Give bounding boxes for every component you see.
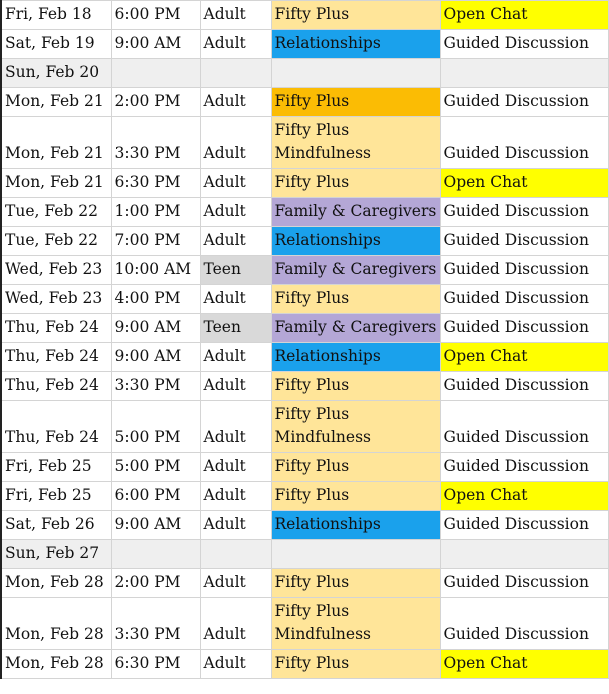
date-cell[interactable] bbox=[1, 540, 111, 569]
schedule-row bbox=[1, 59, 608, 88]
topic-cell-text: Fifty Plus bbox=[274, 573, 350, 591]
schedule-row bbox=[1, 198, 608, 227]
audience-cell-text: Adult bbox=[203, 625, 246, 643]
topic-cell[interactable] bbox=[271, 598, 440, 650]
time-cell-text: 3:30 PM bbox=[114, 376, 181, 394]
schedule-row bbox=[1, 169, 608, 198]
audience-cell[interactable] bbox=[200, 59, 271, 88]
schedule-row bbox=[1, 482, 608, 511]
format-cell-text: Open Chat bbox=[443, 654, 528, 672]
topic-cell[interactable] bbox=[271, 511, 440, 540]
schedule-row bbox=[1, 372, 608, 401]
topic-cell[interactable] bbox=[271, 314, 440, 343]
time-cell[interactable] bbox=[111, 169, 200, 198]
date-cell-text: Mon, Feb 28 bbox=[5, 625, 104, 643]
time-cell-text: 9:00 AM bbox=[114, 515, 182, 533]
time-cell-text: 9:00 AM bbox=[114, 347, 182, 365]
audience-cell-text: Adult bbox=[203, 376, 246, 394]
format-cell[interactable] bbox=[440, 569, 608, 598]
date-cell-text: Sun, Feb 27 bbox=[5, 544, 100, 562]
time-cell[interactable] bbox=[111, 227, 200, 256]
topic-cell[interactable] bbox=[271, 650, 440, 679]
date-cell-text: Wed, Feb 23 bbox=[5, 289, 103, 307]
format-cell-text: Open Chat bbox=[443, 5, 528, 23]
audience-cell[interactable] bbox=[200, 401, 271, 453]
audience-cell[interactable] bbox=[200, 227, 271, 256]
date-cell[interactable] bbox=[1, 285, 111, 314]
audience-cell[interactable] bbox=[200, 650, 271, 679]
time-cell-text: 6:00 PM bbox=[114, 486, 181, 504]
format-cell[interactable] bbox=[440, 482, 608, 511]
audience-cell-text: Adult bbox=[203, 144, 246, 162]
format-cell[interactable] bbox=[440, 598, 608, 650]
format-cell[interactable] bbox=[440, 343, 608, 372]
time-cell-text: 3:30 PM bbox=[114, 625, 181, 643]
date-cell-text: Sat, Feb 19 bbox=[5, 34, 95, 52]
audience-cell[interactable] bbox=[200, 540, 271, 569]
topic-cell[interactable] bbox=[271, 285, 440, 314]
date-cell[interactable] bbox=[1, 227, 111, 256]
format-cell-text: Guided Discussion bbox=[443, 202, 589, 220]
date-cell-text: Fri, Feb 25 bbox=[5, 457, 92, 475]
format-cell[interactable] bbox=[440, 453, 608, 482]
format-cell[interactable] bbox=[440, 30, 608, 59]
audience-cell[interactable] bbox=[200, 569, 271, 598]
schedule-row bbox=[1, 569, 608, 598]
format-cell[interactable] bbox=[440, 256, 608, 285]
date-cell-text: Mon, Feb 21 bbox=[5, 92, 104, 110]
format-cell[interactable] bbox=[440, 314, 608, 343]
topic-cell-text: Family & Caregivers bbox=[274, 318, 437, 336]
schedule-row bbox=[1, 650, 608, 679]
format-cell[interactable] bbox=[440, 227, 608, 256]
schedule-table-body bbox=[1, 1, 608, 679]
date-cell[interactable] bbox=[1, 453, 111, 482]
time-cell[interactable] bbox=[111, 453, 200, 482]
topic-line-2: Mindfulness bbox=[274, 428, 371, 446]
date-cell[interactable] bbox=[1, 569, 111, 598]
date-cell[interactable] bbox=[1, 256, 111, 285]
audience-cell-text: Adult bbox=[203, 231, 246, 249]
audience-cell[interactable] bbox=[200, 88, 271, 117]
audience-cell-text: Adult bbox=[203, 289, 246, 307]
time-cell[interactable] bbox=[111, 650, 200, 679]
topic-cell[interactable] bbox=[271, 343, 440, 372]
format-cell[interactable] bbox=[440, 198, 608, 227]
audience-cell-text: Adult bbox=[203, 515, 246, 533]
schedule-row bbox=[1, 453, 608, 482]
schedule-row bbox=[1, 540, 608, 569]
audience-cell-text: Adult bbox=[203, 654, 246, 672]
time-cell[interactable] bbox=[111, 598, 200, 650]
time-cell[interactable] bbox=[111, 343, 200, 372]
audience-cell-text: Adult bbox=[203, 173, 246, 191]
time-cell-text: 6:30 PM bbox=[114, 173, 181, 191]
audience-cell[interactable] bbox=[200, 169, 271, 198]
audience-cell[interactable] bbox=[200, 453, 271, 482]
audience-cell-text: Adult bbox=[203, 92, 246, 110]
audience-cell-text: Adult bbox=[203, 34, 246, 52]
time-cell[interactable] bbox=[111, 401, 200, 453]
audience-cell-text: Adult bbox=[203, 457, 246, 475]
date-cell[interactable] bbox=[1, 59, 111, 88]
format-cell[interactable] bbox=[440, 372, 608, 401]
date-cell[interactable] bbox=[1, 511, 111, 540]
topic-cell-text: Fifty Plus bbox=[274, 289, 350, 307]
date-cell[interactable] bbox=[1, 314, 111, 343]
audience-cell[interactable] bbox=[200, 482, 271, 511]
topic-cell-text: Fifty Plus bbox=[274, 457, 350, 475]
format-cell-text: Guided Discussion bbox=[443, 260, 589, 278]
date-cell-text: Fri, Feb 25 bbox=[5, 486, 92, 504]
audience-cell-text: Adult bbox=[203, 5, 246, 23]
time-cell[interactable] bbox=[111, 540, 200, 569]
audience-cell[interactable] bbox=[200, 285, 271, 314]
topic-cell-text: Relationships bbox=[274, 231, 381, 249]
topic-cell[interactable] bbox=[271, 227, 440, 256]
date-cell[interactable] bbox=[1, 30, 111, 59]
time-cell[interactable] bbox=[111, 314, 200, 343]
audience-cell[interactable] bbox=[200, 198, 271, 227]
format-cell-text: Guided Discussion bbox=[443, 428, 589, 446]
topic-cell-text: Fifty Plus bbox=[274, 376, 350, 394]
schedule-row bbox=[1, 117, 608, 169]
format-cell-text: Guided Discussion bbox=[443, 289, 589, 307]
topic-cell-text: Fifty Plus bbox=[274, 486, 350, 504]
time-cell-text: 4:00 PM bbox=[114, 289, 181, 307]
time-cell-text: 6:30 PM bbox=[114, 654, 181, 672]
topic-cell-text: Relationships bbox=[274, 515, 381, 533]
date-cell-text: Thu, Feb 24 bbox=[5, 347, 99, 365]
audience-cell-text: Adult bbox=[203, 573, 246, 591]
schedule-row bbox=[1, 1, 608, 30]
format-cell[interactable] bbox=[440, 88, 608, 117]
topic-line-2: Mindfulness bbox=[274, 144, 371, 162]
topic-cell[interactable] bbox=[271, 453, 440, 482]
time-cell[interactable] bbox=[111, 285, 200, 314]
date-cell[interactable] bbox=[1, 88, 111, 117]
format-cell[interactable] bbox=[440, 285, 608, 314]
date-cell-text: Wed, Feb 23 bbox=[5, 260, 103, 278]
format-cell-text: Guided Discussion bbox=[443, 515, 589, 533]
date-cell-text: Thu, Feb 24 bbox=[5, 376, 99, 394]
time-cell[interactable] bbox=[111, 569, 200, 598]
topic-cell[interactable] bbox=[271, 372, 440, 401]
audience-cell[interactable] bbox=[200, 30, 271, 59]
time-cell-text: 9:00 AM bbox=[114, 34, 182, 52]
topic-cell-text: Fifty Plus bbox=[274, 173, 350, 191]
topic-cell[interactable] bbox=[271, 30, 440, 59]
topic-cell-text: Fifty Plus bbox=[274, 654, 350, 672]
date-cell[interactable] bbox=[1, 117, 111, 169]
topic-cell-text: Fifty Plus bbox=[274, 92, 350, 110]
topic-cell[interactable] bbox=[271, 88, 440, 117]
topic-cell[interactable] bbox=[271, 1, 440, 30]
date-cell-text: Tue, Feb 22 bbox=[5, 231, 98, 249]
format-cell-text: Guided Discussion bbox=[443, 625, 589, 643]
schedule-row bbox=[1, 511, 608, 540]
date-cell-text: Sat, Feb 26 bbox=[5, 515, 95, 533]
format-cell[interactable] bbox=[440, 511, 608, 540]
date-cell[interactable] bbox=[1, 401, 111, 453]
audience-cell-text: Adult bbox=[203, 486, 246, 504]
schedule-row bbox=[1, 227, 608, 256]
topic-cell-text: Fifty Plus bbox=[274, 5, 350, 23]
schedule-row bbox=[1, 285, 608, 314]
date-cell[interactable] bbox=[1, 343, 111, 372]
date-cell-text: Fri, Feb 18 bbox=[5, 5, 92, 23]
schedule-row bbox=[1, 30, 608, 59]
audience-cell-text: Adult bbox=[203, 347, 246, 365]
topic-cell[interactable] bbox=[271, 169, 440, 198]
date-cell-text: Thu, Feb 24 bbox=[5, 428, 99, 446]
date-cell[interactable] bbox=[1, 598, 111, 650]
time-cell[interactable] bbox=[111, 198, 200, 227]
format-cell-text: Open Chat bbox=[443, 347, 528, 365]
time-cell[interactable] bbox=[111, 88, 200, 117]
format-cell-text: Guided Discussion bbox=[443, 318, 589, 336]
time-cell-text: 2:00 PM bbox=[114, 92, 181, 110]
date-cell[interactable] bbox=[1, 198, 111, 227]
schedule-row bbox=[1, 256, 608, 285]
time-cell-text: 10:00 AM bbox=[114, 260, 192, 278]
date-cell[interactable] bbox=[1, 650, 111, 679]
format-cell-text: Open Chat bbox=[443, 486, 528, 504]
date-cell-text: Thu, Feb 24 bbox=[5, 318, 99, 336]
topic-line-1: Fifty Plus bbox=[274, 121, 350, 139]
topic-cell-text: Relationships bbox=[274, 347, 381, 365]
format-cell-text: Guided Discussion bbox=[443, 376, 589, 394]
schedule-row bbox=[1, 401, 608, 453]
time-cell-text: 9:00 AM bbox=[114, 318, 182, 336]
date-cell[interactable] bbox=[1, 482, 111, 511]
time-cell-text: 6:00 PM bbox=[114, 5, 181, 23]
audience-cell[interactable] bbox=[200, 314, 271, 343]
format-cell[interactable] bbox=[440, 1, 608, 30]
time-cell[interactable] bbox=[111, 30, 200, 59]
topic-cell[interactable] bbox=[271, 256, 440, 285]
format-cell[interactable] bbox=[440, 59, 608, 88]
format-cell-text: Guided Discussion bbox=[443, 34, 589, 52]
time-cell[interactable] bbox=[111, 511, 200, 540]
format-cell[interactable] bbox=[440, 169, 608, 198]
format-cell[interactable] bbox=[440, 117, 608, 169]
audience-cell[interactable] bbox=[200, 1, 271, 30]
time-cell[interactable] bbox=[111, 372, 200, 401]
time-cell[interactable] bbox=[111, 117, 200, 169]
topic-cell[interactable] bbox=[271, 198, 440, 227]
date-cell-text: Mon, Feb 21 bbox=[5, 173, 104, 191]
audience-cell[interactable] bbox=[200, 343, 271, 372]
audience-cell-text: Teen bbox=[203, 318, 241, 336]
date-cell[interactable] bbox=[1, 169, 111, 198]
date-cell-text: Mon, Feb 28 bbox=[5, 654, 104, 672]
date-cell-text: Mon, Feb 21 bbox=[5, 144, 104, 162]
topic-cell-text: Family & Caregivers bbox=[274, 260, 437, 278]
topic-cell[interactable] bbox=[271, 401, 440, 453]
audience-cell[interactable] bbox=[200, 372, 271, 401]
topic-line-1: Fifty Plus bbox=[274, 405, 350, 423]
audience-cell-text: Teen bbox=[203, 260, 241, 278]
format-cell[interactable] bbox=[440, 540, 608, 569]
time-cell[interactable] bbox=[111, 256, 200, 285]
date-cell-text: Sun, Feb 20 bbox=[5, 63, 100, 81]
time-cell-text: 5:00 PM bbox=[114, 457, 181, 475]
format-cell-text: Guided Discussion bbox=[443, 144, 589, 162]
time-cell-text: 2:00 PM bbox=[114, 573, 181, 591]
time-cell[interactable] bbox=[111, 1, 200, 30]
audience-cell[interactable] bbox=[200, 117, 271, 169]
schedule-row bbox=[1, 88, 608, 117]
time-cell-text: 1:00 PM bbox=[114, 202, 181, 220]
topic-cell-text: Relationships bbox=[274, 34, 381, 52]
audience-cell[interactable] bbox=[200, 256, 271, 285]
format-cell-text: Open Chat bbox=[443, 173, 528, 191]
time-cell[interactable] bbox=[111, 482, 200, 511]
topic-cell[interactable] bbox=[271, 117, 440, 169]
date-cell[interactable] bbox=[1, 372, 111, 401]
topic-line-1: Fifty Plus bbox=[274, 602, 350, 620]
format-cell[interactable] bbox=[440, 650, 608, 679]
time-cell-text: 5:00 PM bbox=[114, 428, 181, 446]
topic-line-2: Mindfulness bbox=[274, 625, 371, 643]
format-cell[interactable] bbox=[440, 401, 608, 453]
schedule-row bbox=[1, 314, 608, 343]
audience-cell-text: Adult bbox=[203, 428, 246, 446]
time-cell-text: 3:30 PM bbox=[114, 144, 181, 162]
topic-cell[interactable] bbox=[271, 540, 440, 569]
schedule-row bbox=[1, 343, 608, 372]
schedule-row bbox=[1, 598, 608, 650]
format-cell-text: Guided Discussion bbox=[443, 92, 589, 110]
audience-cell[interactable] bbox=[200, 511, 271, 540]
date-cell-text: Mon, Feb 28 bbox=[5, 573, 104, 591]
date-cell-text: Tue, Feb 22 bbox=[5, 202, 98, 220]
date-cell[interactable] bbox=[1, 1, 111, 30]
format-cell-text: Guided Discussion bbox=[443, 457, 589, 475]
time-cell[interactable] bbox=[111, 59, 200, 88]
topic-cell[interactable] bbox=[271, 482, 440, 511]
audience-cell-text: Adult bbox=[203, 202, 246, 220]
topic-cell[interactable] bbox=[271, 569, 440, 598]
format-cell-text: Guided Discussion bbox=[443, 573, 589, 591]
topic-cell[interactable] bbox=[271, 59, 440, 88]
audience-cell[interactable] bbox=[200, 598, 271, 650]
time-cell-text: 7:00 PM bbox=[114, 231, 181, 249]
format-cell-text: Guided Discussion bbox=[443, 231, 589, 249]
topic-cell-text: Family & Caregivers bbox=[274, 202, 437, 220]
